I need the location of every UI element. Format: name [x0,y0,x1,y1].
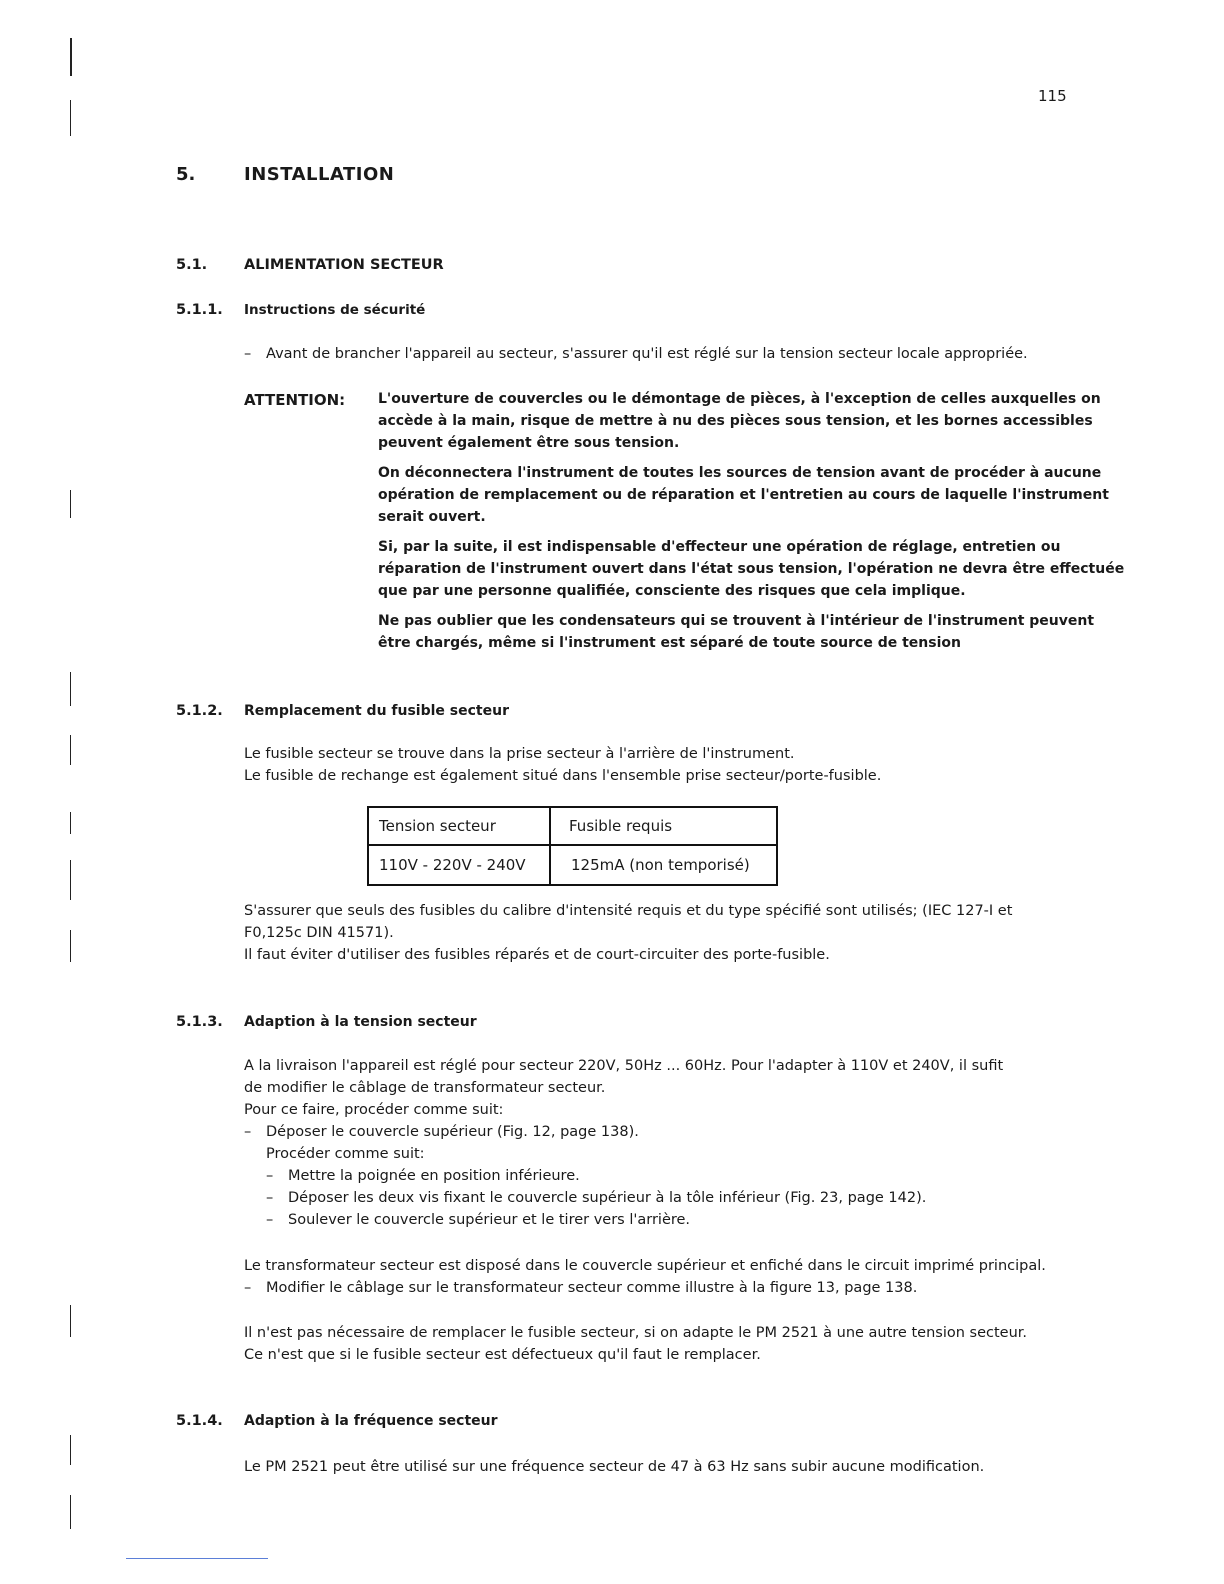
step-item [244,1124,639,1140]
step-text: Déposer le couvercle supérieur (Fig. 12, page 138). [266,1124,639,1140]
step-text: Modifier le câblage sur le transformateur secteur comme illustre à la figure 13, page 138. [266,1280,918,1296]
paragraph-line: S'assurer que seuls des fusibles du calibre d'intensité requis et du type spécifié sont utilisés; (IEC 127-I et [244,903,1013,919]
table-cell: 110V - 220V - 240V [368,845,550,885]
table-row [368,845,777,885]
section-title: ALIMENTATION SECTEUR [244,257,444,273]
table-header-row [368,807,777,845]
binding-mark [70,1435,71,1465]
subsection-title: Adaption à la tension secteur [244,1014,477,1030]
binding-mark [70,1305,71,1337]
subsection-number: 5.1.1. [176,302,223,318]
substep-text: Soulever le couvercle supérieur et le tirer vers l'arrière. [288,1212,691,1228]
attention-line: que par une personne qualifiée, consciente des risques que cela implique. [378,583,966,599]
subsection-title: Adaption à la fréquence secteur [244,1413,498,1429]
paragraph-line: F0,125c DIN 41571). [244,925,394,941]
substep-item [266,1212,690,1228]
attention-line: serait ouvert. [378,509,486,525]
attention-line: Ne pas oublier que les condensateurs qui se trouvent à l'intérieur de l'instrument peuvent [378,613,1095,629]
paragraph-line: Pour ce faire, procéder comme suit: [244,1102,504,1118]
paragraph-line: Le fusible de rechange est également situé dans l'ensemble prise secteur/porte-fusible. [244,768,882,784]
step-item [244,1280,917,1296]
bullet-item [244,346,1028,362]
binding-mark [70,100,71,136]
dash: – [266,1212,274,1228]
dash: – [244,1280,252,1296]
paragraph-line: Il faut éviter d'utiliser des fusibles réparés et de court-circuiter des porte-fusible. [244,947,830,963]
substep-item [266,1168,580,1184]
chapter-number: 5. [176,164,196,185]
bottom-rule [126,1558,268,1559]
paragraph-line: Ce n'est que si le fusible secteur est défectueux qu'il faut le remplacer. [244,1347,761,1363]
attention-label: ATTENTION: [244,391,346,409]
binding-mark [70,930,71,962]
fuse-table [367,806,778,886]
section-number: 5.1. [176,257,208,273]
paragraph-line: Le PM 2521 peut être utilisé sur une fréquence secteur de 47 à 63 Hz sans subir aucune modification. [244,1459,985,1475]
attention-line: accède à la main, risque de mettre à nu des pièces sous tension, et les bornes accessibles [378,413,1093,429]
substep-item [266,1190,926,1206]
binding-mark [70,672,71,706]
attention-line: opération de remplacement ou de réparation et l'entretien au cours de laquelle l'instrument [378,487,1109,503]
substep-text: Mettre la poignée en position inférieure. [288,1168,580,1184]
attention-line: On déconnectera l'instrument de toutes les sources de tension avant de procéder à aucune [378,465,1102,481]
paragraph-line: Il n'est pas nécessaire de remplacer le fusible secteur, si on adapte le PM 2521 à une autre tension secteur. [244,1325,1027,1341]
binding-mark [70,490,71,518]
attention-line: peuvent également être sous tension. [378,435,680,451]
table-header: Tension secteur [368,807,550,845]
binding-mark [70,860,71,900]
step-intro: Procéder comme suit: [266,1146,425,1162]
attention-line: Si, par la suite, il est indispensable d'effecteur une opération de réglage, entretien ou [378,539,1061,555]
dash: – [266,1168,274,1184]
dash: – [244,346,252,362]
binding-mark [70,38,72,76]
attention-line: réparation de l'instrument ouvert dans l'état sous tension, l'opération ne devra être effectuée [378,561,1125,577]
paragraph-line: A la livraison l'appareil est réglé pour secteur 220V, 50Hz ... 60Hz. Pour l'adapter à 110V et 240V, il sufit [244,1058,1004,1074]
table-header: Fusible requis [550,807,777,845]
bullet-text: Avant de brancher l'appareil au secteur, s'assurer qu'il est réglé sur la tension secteur locale appropriée. [266,346,1028,362]
binding-mark [70,735,71,765]
attention-line: être chargés, même si l'instrument est séparé de toute source de tension [378,635,961,651]
subsection-number: 5.1.4. [176,1413,223,1429]
subsection-title: Remplacement du fusible secteur [244,703,509,719]
binding-mark [70,812,71,834]
binding-mark [70,1495,71,1529]
paragraph-line: Le transformateur secteur est disposé dans le couvercle supérieur et enfiché dans le circuit imprimé principal. [244,1258,1046,1274]
paragraph-line: Le fusible secteur se trouve dans la prise secteur à l'arrière de l'instrument. [244,746,795,762]
dash: – [244,1124,252,1140]
page-number: 115 [1038,87,1067,105]
substep-text: Déposer les deux vis fixant le couvercle supérieur à la tôle inférieur (Fig. 23, page 142). [288,1190,927,1206]
subsection-number: 5.1.2. [176,703,223,719]
chapter-title: INSTALLATION [244,164,395,185]
dash: – [266,1190,274,1206]
subsection-number: 5.1.3. [176,1014,223,1030]
subsection-title: Instructions de sécurité [244,302,426,318]
paragraph-line: de modifier le câblage de transformateur secteur. [244,1080,606,1096]
table-cell: 125mA (non temporisé) [550,845,777,885]
attention-line: L'ouverture de couvercles ou le démontage de pièces, à l'exception de celles auxquelles on [378,391,1101,407]
